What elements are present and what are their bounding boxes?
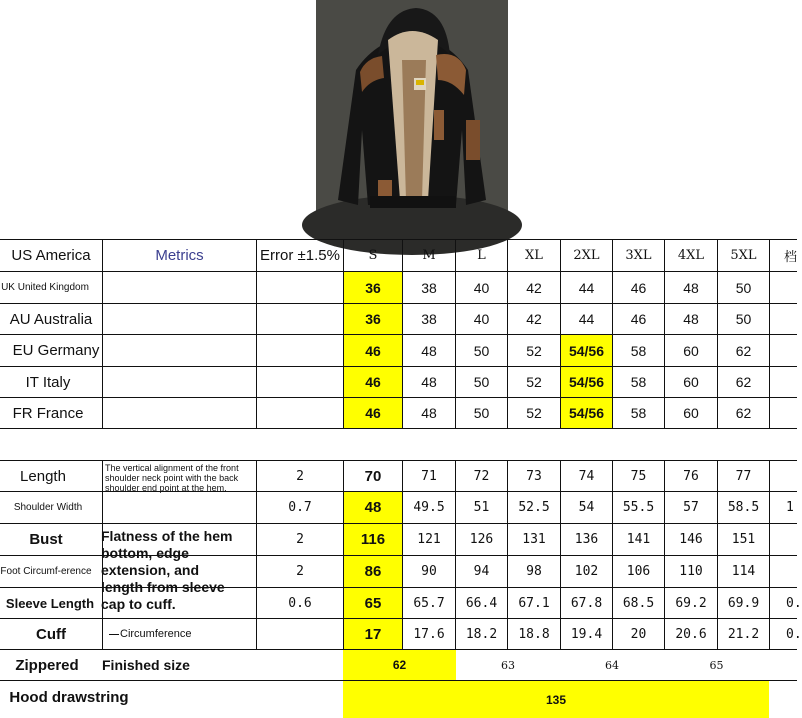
foot-value-4xl: 110 bbox=[679, 564, 703, 579]
measure-label-shoulder: Shoulder Width bbox=[13, 501, 83, 513]
size-header-l: L bbox=[477, 248, 486, 263]
it-value-5xl: 62 bbox=[735, 374, 752, 390]
foot-value-2xl: 102 bbox=[574, 564, 599, 579]
fr-value-5xl: 62 bbox=[735, 405, 752, 421]
foot-value-l: 94 bbox=[473, 564, 490, 579]
uk-value-2xl: 44 bbox=[578, 279, 595, 296]
size-header-s: S bbox=[368, 248, 378, 263]
shoulder-value-4xl: 57 bbox=[683, 500, 699, 515]
measure-error-foot: 2 bbox=[296, 564, 304, 579]
bust-value-s: 116 bbox=[344, 524, 402, 555]
length-value-5xl: 77 bbox=[735, 468, 752, 484]
size-header-2xl: 2XL bbox=[573, 248, 600, 263]
it-value-l: 50 bbox=[473, 374, 490, 390]
measure-label-foot: Foot Circumf-erence bbox=[0, 565, 92, 577]
cuff-desc-text: Circumference bbox=[120, 628, 192, 640]
shoulder-value-5xl: 58.5 bbox=[727, 500, 760, 515]
eu-value-s: 46 bbox=[344, 335, 402, 366]
eu-value-5xl: 62 bbox=[735, 342, 752, 359]
measure-desc-bust: Flatness of the hem bottom, edge extension, and length from sleeve cap to cuff. bbox=[101, 528, 233, 612]
hood-value: 135 bbox=[343, 681, 769, 718]
length-value-l: 72 bbox=[473, 468, 490, 484]
au-value-l: 40 bbox=[473, 311, 490, 327]
bust-value-4xl: 146 bbox=[679, 532, 703, 547]
region-label-au: AU Australia bbox=[9, 310, 93, 328]
foot-value-s: 86 bbox=[344, 556, 402, 587]
size-header-5xl: 5XL bbox=[730, 248, 757, 263]
measure-label-cuff: Cuff bbox=[36, 625, 66, 643]
foot-value-5xl: 114 bbox=[731, 564, 756, 579]
zipper-value-4: 65 bbox=[709, 658, 724, 672]
uk-value-s: 36 bbox=[344, 272, 402, 303]
uk-value-xl: 42 bbox=[526, 279, 542, 296]
sleeve-value-l: 66.4 bbox=[465, 595, 498, 611]
size-header-m: M bbox=[422, 248, 436, 263]
sleeve-value-m: 65.7 bbox=[413, 595, 445, 611]
sleeve-value-s: 65 bbox=[344, 588, 402, 618]
bust-value-m: 121 bbox=[417, 532, 441, 547]
header-region-label: US America bbox=[11, 247, 91, 264]
uk-value-m: 38 bbox=[421, 279, 437, 296]
measure-label-length: Length bbox=[20, 467, 66, 485]
sleeve-value-3xl: 68.5 bbox=[622, 595, 655, 611]
uk-value-l: 40 bbox=[473, 279, 490, 296]
length-value-4xl: 76 bbox=[683, 468, 699, 484]
cuff-value-3xl: 20 bbox=[630, 626, 647, 642]
zipper-value-3: 64 bbox=[605, 658, 619, 672]
cuff-value-2xl: 19.4 bbox=[570, 626, 603, 642]
au-value-3xl: 46 bbox=[630, 311, 647, 327]
au-value-xl: 42 bbox=[526, 311, 542, 327]
header-error-label: Error ±1.5% bbox=[260, 247, 340, 264]
sleeve-value-5xl: 69.9 bbox=[727, 595, 760, 611]
cuff-value-4xl: 20.6 bbox=[675, 626, 707, 642]
uk-value-4xl: 48 bbox=[683, 279, 699, 296]
uk-value-3xl: 46 bbox=[630, 279, 647, 296]
size-header-3xl: 3XL bbox=[625, 248, 652, 263]
cuff-value-xl: 18.8 bbox=[518, 626, 550, 642]
shoulder-value-l: 51 bbox=[473, 500, 490, 515]
sleeve-value-2xl: 67.8 bbox=[570, 595, 603, 611]
measure-error-shoulder: 0.7 bbox=[288, 500, 312, 515]
bust-value-2xl: 136 bbox=[574, 532, 599, 547]
fr-value-m: 48 bbox=[421, 405, 437, 421]
fr-value-4xl: 60 bbox=[683, 405, 699, 421]
cuff-value-5xl: 21.2 bbox=[727, 626, 760, 642]
bust-value-l: 126 bbox=[469, 532, 494, 547]
eu-value-l: 50 bbox=[473, 342, 490, 359]
au-value-s: 36 bbox=[344, 304, 402, 334]
length-value-xl: 73 bbox=[526, 468, 542, 484]
it-value-xl: 52 bbox=[526, 374, 542, 390]
measure-error-length: 2 bbox=[296, 468, 304, 484]
zipper-value-1: 62 bbox=[343, 650, 456, 680]
cuff-value-m: 17.6 bbox=[413, 626, 445, 642]
measure-error-sleeve: 0.6 bbox=[288, 595, 312, 611]
it-value-m: 48 bbox=[421, 374, 437, 390]
zipper-note: Finished size bbox=[102, 657, 190, 673]
sleeve-value-xl: 67.1 bbox=[518, 595, 550, 611]
au-value-m: 38 bbox=[421, 311, 437, 327]
size-header-overflow: 档 bbox=[784, 250, 798, 265]
region-label-it: IT Italy bbox=[25, 373, 71, 391]
it-value-2xl: 54/56 bbox=[561, 367, 612, 397]
it-value-3xl: 58 bbox=[630, 374, 647, 390]
cuff-value-overflow: 0. bbox=[786, 626, 802, 642]
foot-value-m: 90 bbox=[421, 564, 437, 579]
zipper-label: Zippered bbox=[15, 656, 79, 674]
zipper-value-2: 63 bbox=[501, 658, 515, 672]
bust-value-5xl: 151 bbox=[731, 532, 756, 547]
shoulder-value-overflow: 1 bbox=[786, 500, 794, 515]
shoulder-value-3xl: 55.5 bbox=[622, 500, 655, 515]
region-label-fr: FR France bbox=[12, 404, 84, 422]
shoulder-value-xl: 52.5 bbox=[518, 500, 550, 515]
measure-label-sleeve: Sleeve Length bbox=[5, 595, 95, 611]
length-value-s: 70 bbox=[364, 467, 382, 485]
region-label-eu: EU Germany bbox=[12, 342, 100, 359]
eu-value-3xl: 58 bbox=[630, 342, 647, 359]
fr-value-l: 50 bbox=[473, 405, 490, 421]
cuff-value-l: 18.2 bbox=[465, 626, 498, 642]
region-label-uk: UK United Kingdom bbox=[1, 281, 89, 293]
bust-value-xl: 131 bbox=[522, 532, 546, 547]
size-header-4xl: 4XL bbox=[677, 248, 705, 263]
it-value-4xl: 60 bbox=[683, 374, 699, 390]
eu-value-2xl: 54/56 bbox=[561, 335, 612, 366]
sleeve-value-4xl: 69.2 bbox=[675, 595, 707, 611]
au-value-4xl: 48 bbox=[683, 311, 699, 327]
shoulder-value-2xl: 54 bbox=[578, 500, 595, 515]
cuff-value-s: 17 bbox=[344, 619, 402, 649]
bust-value-3xl: 141 bbox=[626, 532, 651, 547]
au-value-5xl: 50 bbox=[735, 311, 752, 327]
sleeve-value-overflow: 0. bbox=[786, 595, 802, 611]
measure-label-bust: Bust bbox=[29, 531, 63, 548]
uk-value-5xl: 50 bbox=[735, 279, 752, 296]
length-value-3xl: 75 bbox=[630, 468, 647, 484]
eu-value-4xl: 60 bbox=[683, 342, 699, 359]
shoulder-value-m: 49.5 bbox=[413, 500, 445, 515]
measure-desc-length: The vertical alignment of the front shoulder neck point with the back shoulder end point at the hem. bbox=[105, 463, 239, 493]
size-header-xl: XL bbox=[525, 248, 543, 263]
fr-value-2xl: 54/56 bbox=[561, 398, 612, 428]
foot-value-xl: 98 bbox=[526, 564, 542, 579]
length-value-m: 71 bbox=[421, 468, 437, 484]
eu-value-m: 48 bbox=[421, 342, 437, 359]
foot-value-3xl: 106 bbox=[626, 564, 651, 579]
measure-error-bust: 2 bbox=[296, 532, 304, 547]
fr-value-s: 46 bbox=[344, 398, 402, 428]
fr-value-xl: 52 bbox=[526, 405, 542, 421]
eu-value-xl: 52 bbox=[526, 342, 542, 359]
dash-icon bbox=[109, 634, 119, 635]
shoulder-value-s: 48 bbox=[344, 492, 402, 523]
measure-desc-cuff bbox=[103, 619, 256, 649]
au-value-2xl: 44 bbox=[578, 311, 595, 327]
hood-label: Hood drawstring bbox=[9, 688, 129, 706]
length-value-2xl: 74 bbox=[578, 468, 595, 484]
it-value-s: 46 bbox=[344, 367, 402, 397]
header-metrics-label: Metrics bbox=[155, 247, 204, 264]
fr-value-3xl: 58 bbox=[630, 405, 647, 421]
